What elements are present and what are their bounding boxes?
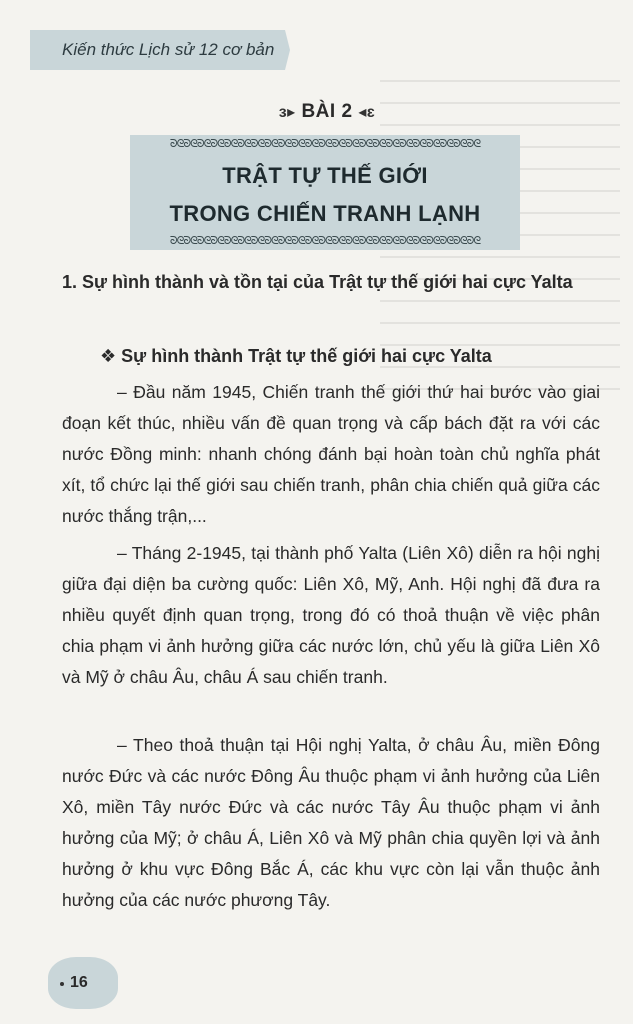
paragraph: – Theo thoả thuận tại Hội nghị Yalta, ở châu Âu, miền Đông nước Đức và các nước Đông Âu thuộc phạm vi ảnh hưởng của Liên Xô, miền Tây nước Đức và các nước Tây Âu thuộc phạm vi ảnh hưởng của Mỹ; ở châu Á, Liên Xô và Mỹ phân chia quyền lợi và ảnh hưởng ở khu vực Đông Bắc Á, các khu vực còn lại vẫn thuộc ảnh hưởng của các nước phương Tây. [62, 735, 600, 910]
ornament-border-top-icon: ᘐᘓᘐᘓᘐᘓᘐᘓᘐᘓᘐᘓᘐᘓᘐᘓᘐᘓᘐᘓᘐᘓᘐᘓᘐᘓᘐᘓᘐᘓᘐᘓᘐᘓᘐᘓᘐᘓᘐᘓᘐᘓᘐᘓᘐᘓ [169, 138, 481, 150]
lesson-title-box [130, 135, 520, 250]
lesson-label [267, 101, 387, 123]
diamond-bullet-icon: ❖ [100, 346, 117, 366]
lesson-title-line-2: TRONG CHIẾN TRANH LẠNH [169, 201, 481, 226]
page-number: 16 [70, 974, 88, 991]
ornament-border-bottom-icon: ᘐᘓᘐᘓᘐᘓᘐᘓᘐᘓᘐᘓᘐᘓᘐᘓᘐᘓᘐᘓᘐᘓᘐᘓᘐᘓᘐᘓᘐᘓᘐᘓᘐᘓᘐᘓᘐᘓᘐᘓᘐᘓᘐᘓᘐᘓ [169, 235, 481, 247]
page-dot-icon [60, 982, 64, 986]
subsection-heading-text: Sự hình thành Trật tự thế giới hai cực Yalta [121, 346, 492, 366]
subsection-heading [100, 341, 600, 372]
lesson-number: BÀI 2 [301, 101, 353, 122]
paragraph: – Đầu năm 1945, Chiến tranh thế giới thứ hai bước vào giai đoạn kết thúc, nhiều vấn đề quan trọng và cấp bách đặt ra với các nước Đồng minh: nhanh chóng đánh bại hoàn toàn chủ nghĩa phát xít, tổ chức lại thế giới sau chiến tranh, phân chia chiến quả giữa các nước thắng trận,... [62, 382, 600, 526]
ornament-left-icon: ɜ▸ [278, 104, 296, 121]
paragraph: – Tháng 2-1945, tại thành phố Yalta (Liên Xô) diễn ra hội nghị giữa đại diện ba cường quốc: Liên Xô, Mỹ, Anh. Hội nghị đã đưa ra nhiều quyết định quan trọng, trong đó có thoả thuận về việc phân chia phạm vi ảnh hưởng giữa các nước lớn, chủ yếu là giữa Liên Xô và Mỹ ở châu Âu, châu Á sau chiến tranh. [62, 543, 600, 687]
ornament-right-icon: ◂ɛ [358, 104, 376, 121]
section-heading: 1. Sự hình thành và tồn tại của Trật tự thế giới hai cực Yalta [62, 272, 573, 292]
lesson-title-line-1: TRẬT TỰ THẾ GIỚI [222, 163, 428, 188]
book-title: Kiến thức Lịch sử 12 cơ bản [62, 40, 275, 59]
